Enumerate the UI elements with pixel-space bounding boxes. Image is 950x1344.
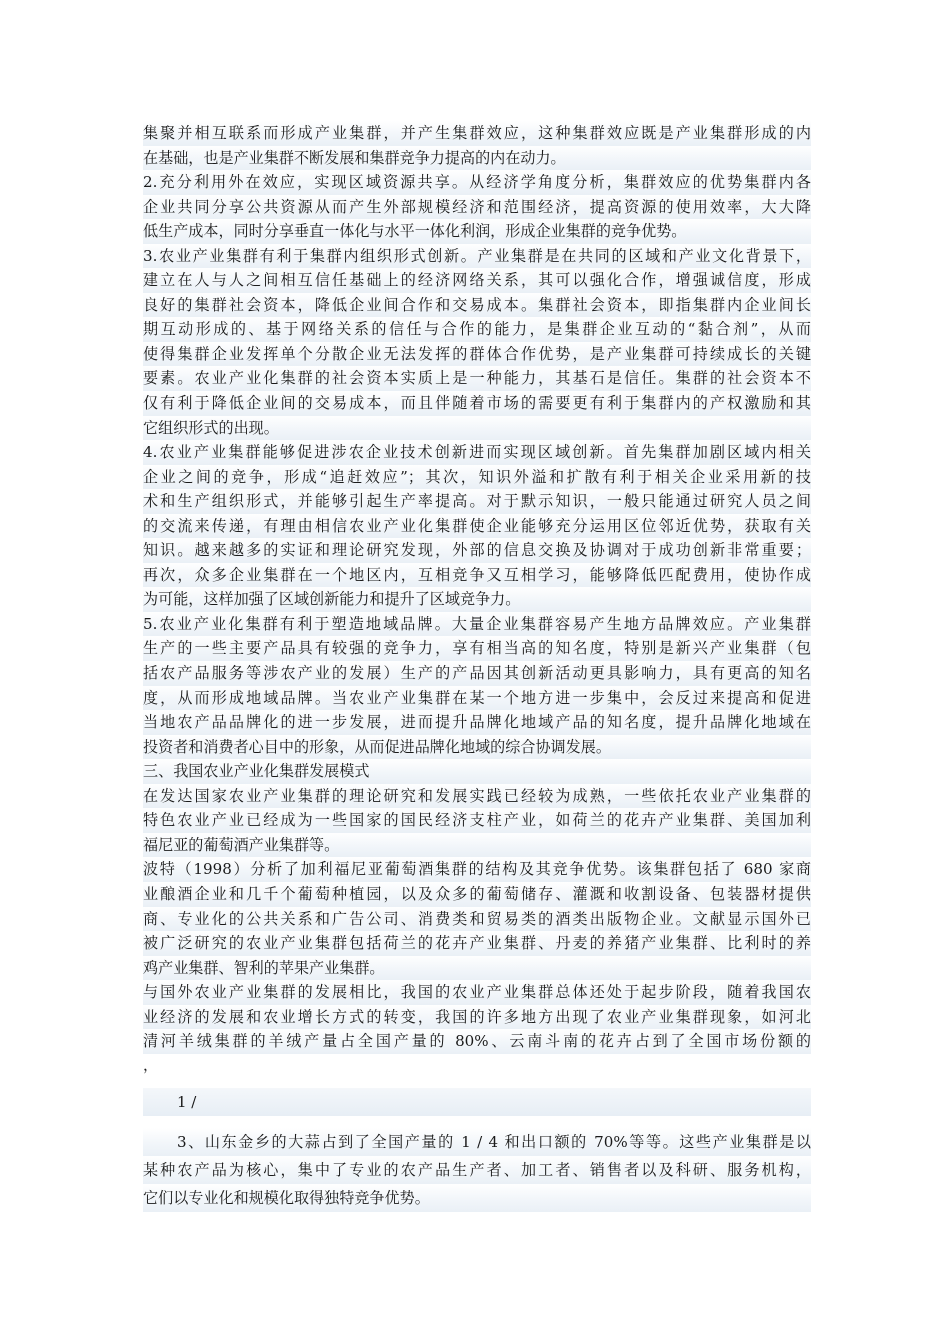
text-fragment: ，: [143, 1054, 811, 1076]
text-line: 2.充分利用外在效应，实现区域资源共享。从经济学角度分析，集群效应的优势集群内各: [143, 170, 811, 195]
body-text: [143, 121, 811, 1054]
document-page: [143, 121, 811, 1212]
text-line: 它组织形式的出现。: [143, 416, 811, 441]
text-line: 在发达国家农业产业集群的理论研究和发展实践已经较为成熟，一些依托农业产业集群的: [143, 784, 811, 809]
text-line: 为可能，这样加强了区域创新能力和提升了区域竞争力。: [143, 587, 811, 612]
text-line: 在基础，也是产业集群不断发展和集群竞争力提高的内在动力。: [143, 146, 811, 171]
page-marker: 1 /: [143, 1088, 811, 1116]
text-line: 某种农产品为核心，集中了专业的农产品生产者、加工者、销售者以及科研、服务机构，: [143, 1156, 811, 1184]
text-line: 4.农业产业集群能够促进涉农企业技术创新进而实现区域创新。首先集群加剧区域内相关: [143, 440, 811, 465]
text-line: 低生产成本，同时分享垂直一体化与水平一体化利润，形成企业集群的竞争优势。: [143, 219, 811, 244]
text-line: 被广泛研究的农业产业集群包括荷兰的花卉产业集群、丹麦的养猪产业集群、比利时的养: [143, 931, 811, 956]
text-line: 术和生产组织形式，并能够引起生产率提高。对于默示知识，一般只能通过研究人员之间: [143, 489, 811, 514]
text-line: 良好的集群社会资本，降低企业间合作和交易成本。集群社会资本，即指集群内企业间长: [143, 293, 811, 318]
text-line: 3、山东金乡的大蒜占到了全国产量的 1 / 4 和出口额的 70%等等。这些产业集群是以: [143, 1128, 811, 1156]
text-line: 集聚并相互联系而形成产业集群，并产生集群效应，这种集群效应既是产业集群形成的内: [143, 121, 811, 146]
text-line: 再次，众多企业集群在一个地区内，互相竞争又互相学习，能够降低匹配费用，使协作成: [143, 563, 811, 588]
text-line: 建立在人与人之间相互信任基础上的经济网络关系，其可以强化合作，增强诚信度，形成: [143, 268, 811, 293]
text-line: 括农产品服务等涉农产业的发展）生产的产品因其创新活动更具影响力，具有更高的知名: [143, 661, 811, 686]
text-line: 的交流来传递，有理由相信农业产业化集群使企业能够充分运用区位邻近优势，获取有关: [143, 514, 811, 539]
text-line: 与国外农业产业集群的发展相比，我国的农业产业集群总体还处于起步阶段，随着我国农: [143, 980, 811, 1005]
text-line: 清河羊绒集群的羊绒产量占全国产量的 80%、云南斗南的花卉占到了全国市场份额的: [143, 1029, 811, 1054]
text-line: 要素。农业产业化集群的社会资本实质上是一种能力，其基石是信任。集群的社会资本不: [143, 366, 811, 391]
text-line: 福尼亚的葡萄酒产业集群等。: [143, 833, 811, 858]
section-heading: 三、我国农业产业化集群发展模式: [143, 759, 811, 784]
text-line: 当地农产品品牌化的进一步发展，进而提升品牌化地域产品的知名度，提升品牌化地域在: [143, 710, 811, 735]
text-line: 业经济的发展和农业增长方式的转变，我国的许多地方出现了农业产业集群现象，如河北: [143, 1005, 811, 1030]
text-line: 鸡产业集群、智利的苹果产业集群。: [143, 956, 811, 981]
text-line: 期互动形成的、基于网络关系的信任与合作的能力，是集群企业互动的“黏合剂”，从而: [143, 317, 811, 342]
continued-text: [143, 1128, 811, 1212]
text-line: 投资者和消费者心目中的形象，从而促进品牌化地域的综合协调发展。: [143, 735, 811, 760]
text-line: 知识。越来越多的实证和理论研究发现，外部的信息交换及协调对于成功创新非常重要；: [143, 538, 811, 563]
text-line: 企业之间的竞争，形成“追赶效应”；其次，知识外溢和扩散有利于相关企业采用新的技: [143, 465, 811, 490]
text-line: 3.农业产业集群有利于集群内组织形式创新。产业集群是在共同的区域和产业文化背景下，: [143, 244, 811, 269]
text-line: 波特（1998）分析了加利福尼亚葡萄酒集群的结构及其竞争优势。该集群包括了 680 家商: [143, 857, 811, 882]
text-line: 生产的一些主要产品具有较强的竞争力，享有相当高的知名度，特别是新兴产业集群（包: [143, 636, 811, 661]
text-line: 5.农业产业化集群有利于塑造地域品牌。大量企业集群容易产生地方品牌效应。产业集群: [143, 612, 811, 637]
text-line: 使得集群企业发挥单个分散企业无法发挥的群体合作优势，是产业集群可持续成长的关键: [143, 342, 811, 367]
text-line: 企业共同分享公共资源从而产生外部规模经济和范围经济，提高资源的使用效率，大大降: [143, 195, 811, 220]
text-line: 业酿酒企业和几千个葡萄种植园，以及众多的葡萄储存、灌溉和收割设备、包装器材提供: [143, 882, 811, 907]
text-line: 特色农业产业已经成为一些国家的国民经济支柱产业，如荷兰的花卉产业集群、美国加利: [143, 808, 811, 833]
text-line: 仅有利于降低企业间的交易成本，而且伴随着市场的需要更有利于集群内的产权激励和其: [143, 391, 811, 416]
text-line: 它们以专业化和规模化取得独特竞争优势。: [143, 1184, 811, 1212]
text-line: 商、专业化的公共关系和广告公司、消费类和贸易类的酒类出版物企业。文献显示国外已: [143, 907, 811, 932]
text-line: 度，从而形成地域品牌。当农业产业集群在某一个地方进一步集中，会反过来提高和促进: [143, 686, 811, 711]
